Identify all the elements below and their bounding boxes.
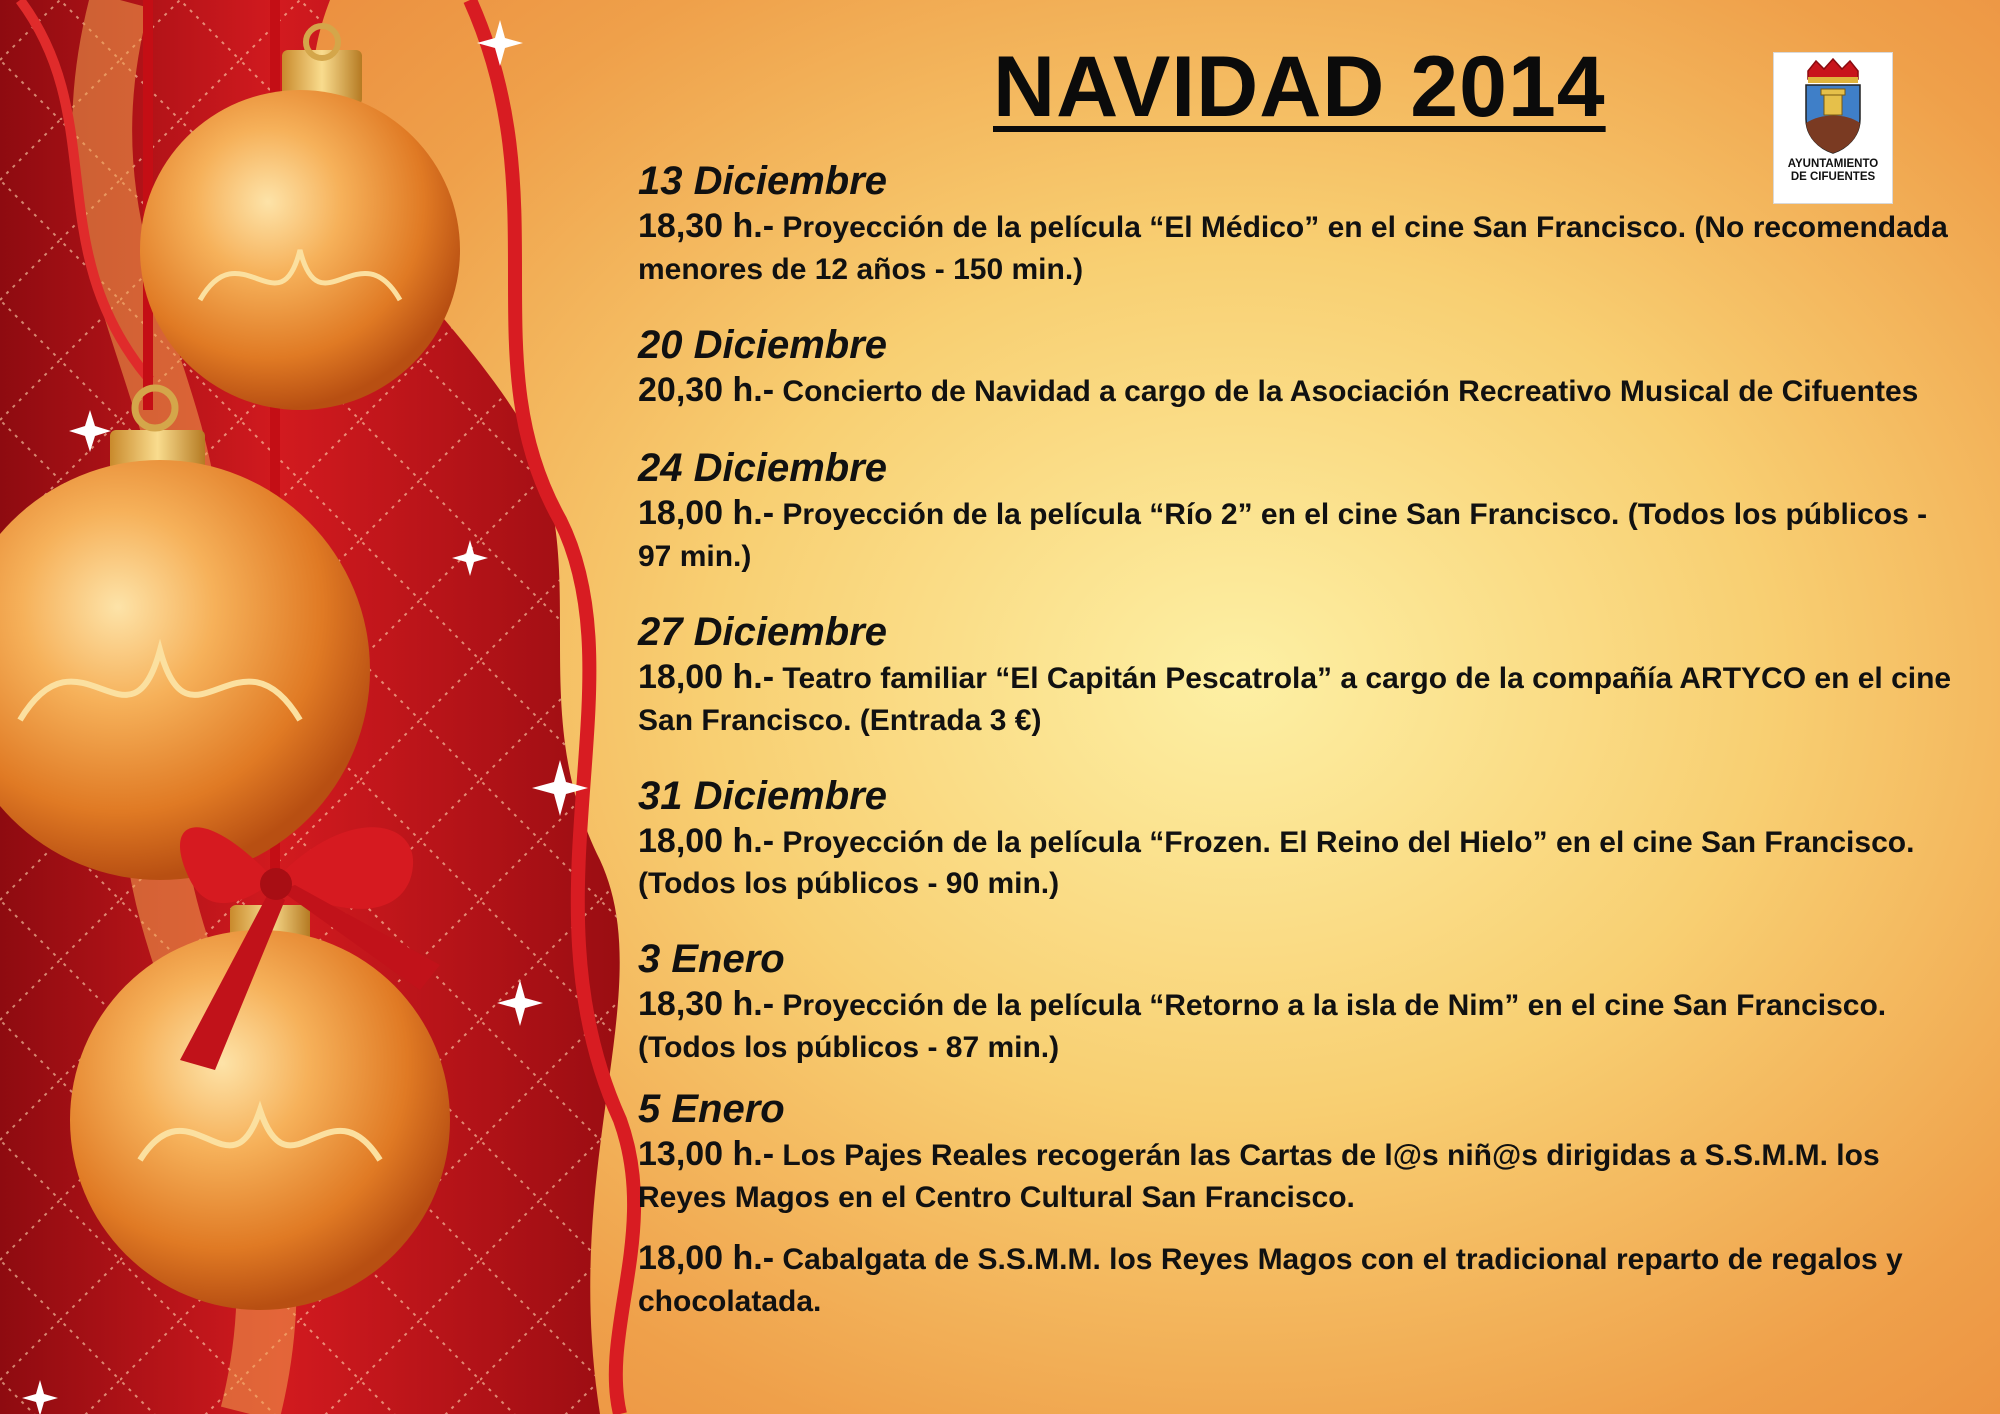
event-text: Proyección de la película “Frozen. El Reino del Hielo” en el cine San Francisco. (Todos los públicos - 90 min.) [638, 825, 1915, 901]
event-text: Proyección de la película “Retorno a la isla de Nim” en el cine San Francisco. (Todos los públicos - 87 min.) [638, 989, 1887, 1065]
event-13-diciembre [638, 158, 1958, 290]
logo-line-2: DE CIFUENTES [1790, 171, 1876, 184]
event-24-diciembre [638, 445, 1958, 577]
poster-title: NAVIDAD 2014 [993, 39, 1606, 135]
event-description [638, 1236, 1958, 1322]
event-description [638, 491, 1958, 577]
event-date: 5 Enero [638, 1087, 785, 1132]
event-5-enero [638, 1086, 1958, 1321]
event-description [638, 655, 1958, 741]
event-description [638, 1132, 1958, 1218]
event-time: 18,30 h.- [638, 207, 775, 245]
event-20-diciembre [638, 322, 1958, 414]
logo-line-1: AYUNTAMIENTO [1787, 158, 1879, 170]
event-time: 13,00 h.- [638, 1135, 775, 1174]
event-date: 27 Diciembre [638, 610, 888, 655]
event-27-diciembre [638, 609, 1958, 741]
event-text: Los Pajes Reales recogerán las Cartas de l@s niñ@s dirigidas a S.S.M.M. los Reyes Magos en el Centro Cultural San Francisco. [638, 1139, 1880, 1214]
event-time: 18,00 h.- [638, 494, 775, 533]
event-time: 18,00 h.- [638, 1238, 775, 1277]
event-text: Proyección de la película “El Médico” en el cine San Francisco. (No recomendada menores de 12 años - 150 min.) [638, 211, 1948, 286]
event-date: 31 Diciembre [638, 773, 888, 818]
event-description [638, 819, 1958, 905]
event-description [638, 982, 1958, 1068]
event-text: Cabalgata de S.S.M.M. los Reyes Magos con el tradicional reparto de regalos y chocolatada. [638, 1242, 1903, 1318]
event-time: 18,30 h.- [638, 985, 775, 1024]
events-list [638, 158, 1958, 1354]
event-3-enero [638, 936, 1958, 1068]
coat-of-arms-icon [1796, 57, 1870, 155]
christmas-ornaments-illustration [0, 0, 680, 1414]
event-description [638, 204, 1958, 290]
event-time: 20,30 h.- [638, 370, 775, 409]
event-text: Concierto de Navidad a cargo de la Asociación Recreativo Musical de Cifuentes [774, 374, 1919, 408]
event-description [638, 368, 1958, 414]
event-date: 20 Diciembre [638, 322, 888, 367]
event-date: 3 Enero [638, 937, 785, 982]
event-31-diciembre [638, 773, 1958, 905]
event-date: 24 Diciembre [638, 446, 888, 491]
event-time: 18,00 h.- [638, 658, 775, 697]
event-time: 18,00 h.- [638, 821, 775, 860]
event-text: Teatro familiar “El Capitán Pescatrola” a cargo de la compañía ARTYCO en el cine San Francisco. (Entrada 3 €) [638, 662, 1952, 737]
event-text: Proyección de la película “Río 2” en el cine San Francisco. (Todos los públicos - 97 min.) [638, 498, 1928, 573]
event-date: 13 Diciembre [638, 159, 888, 203]
